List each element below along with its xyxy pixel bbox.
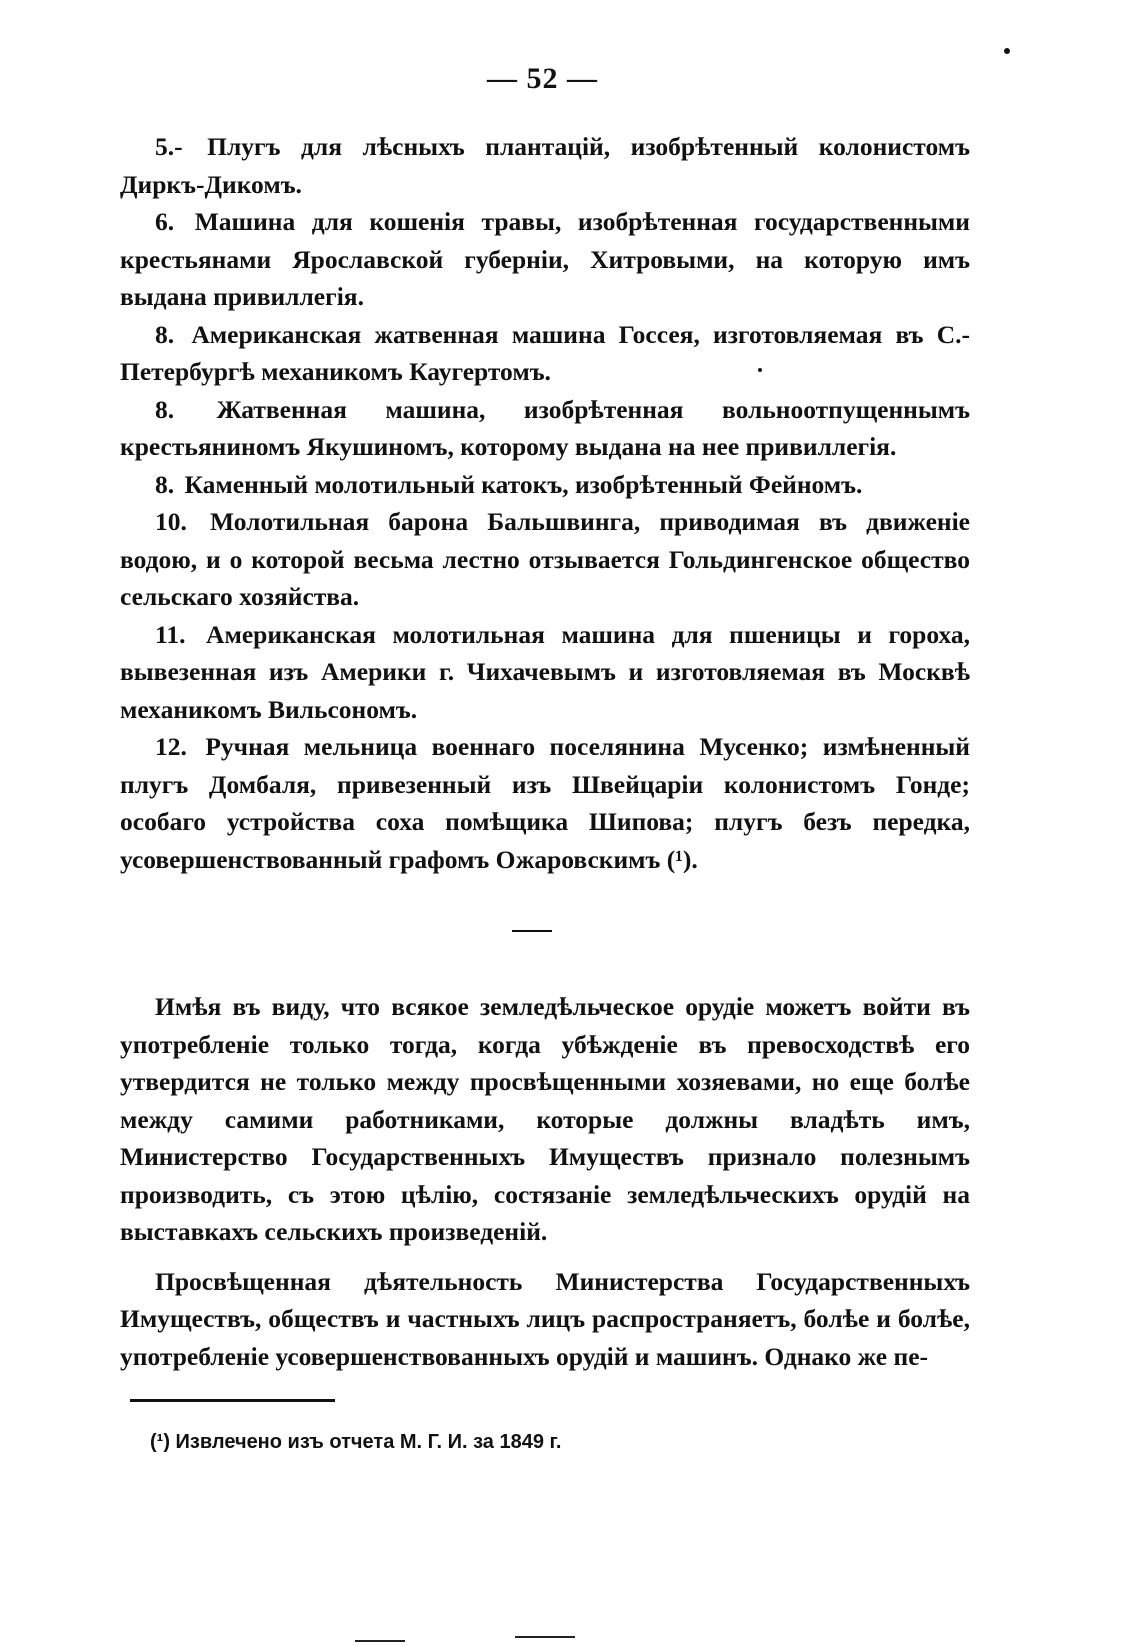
list-item-number: 12. xyxy=(155,732,187,761)
list-item xyxy=(120,391,970,466)
list-item xyxy=(120,728,970,878)
section-divider xyxy=(512,930,552,932)
list-item-text: Каменный молотильный катокъ, изобрѣтенный Фейномъ. xyxy=(184,469,863,499)
list-item-number: 6. xyxy=(155,207,175,236)
list-item-text: Плугъ для лѣсныхъ плантацій, изобрѣтенный колонистомъ Диркъ-Дикомъ. xyxy=(120,132,970,199)
list-item-text: Машина для кошенія травы, изобрѣтенная государственными крестьянами Ярославской губерніи, Хитровыми, на которую имъ выдана привиллегія. xyxy=(120,207,970,311)
list-item-number: 8. xyxy=(155,469,175,499)
implements-list xyxy=(120,128,970,878)
list-item-number: 5.- xyxy=(155,132,183,161)
list-item-text: Американская молотильная машина для пшеницы и гороха, вывезенная изъ Америки г. Чихачевымъ и изготовляемая въ Москвѣ механикомъ Вильсономъ. xyxy=(120,619,971,724)
body-paragraph: Имѣя въ виду, что всякое земледѣльческое орудіе можетъ войти въ употребленіе только тогда, когда убѣжденіе въ превосходствѣ его утвердится не только между просвѣщенными хозяевами, но еще болѣе между самими работниками, которые должны владѣть имъ, Министерство Государственныхъ Имуществъ признало полезнымъ производить, съ этою цѣлію, состязаніе земледѣльческихъ орудій на выставкахъ сельскихъ произведеній. xyxy=(120,992,970,1246)
list-item-text: Молотильная барона Бальшвинга, приводимая въ движеніе водою, и о которой весьма лестно отзывается Гольдингенское общество сельскаго хозяйства. xyxy=(120,507,971,611)
list-item xyxy=(120,616,970,729)
list-item-number: 8. xyxy=(155,394,175,424)
list-item xyxy=(120,203,970,316)
list-item-number: 11. xyxy=(155,619,186,649)
body-text xyxy=(120,988,970,1387)
body-paragraph: Просвѣщенная дѣятельность Министерства Государственныхъ Имуществъ, обществъ и частныхъ лицъ распространяетъ, болѣе и болѣе, употребленіе усовершенствованныхъ орудій и машинъ. Однако же пе- xyxy=(120,1266,970,1371)
page-number: — 52 — xyxy=(487,62,598,95)
footnote-divider xyxy=(130,1399,335,1402)
bottom-scan-mark xyxy=(355,1640,405,1642)
list-item-number: 8. xyxy=(155,319,175,349)
footnote: (¹) Извлечено изъ отчета М. Г. И. за 1849 г. xyxy=(150,1431,562,1453)
list-item xyxy=(120,466,970,504)
list-item-text: Ручная мельница военнаго поселянина Мусенко; измѣненный плугъ Домбаля, привезенный изъ Швейцаріи колонистомъ Гонде; особаго устройства соха помѣщика Шипова; плугъ безъ передка, усовершенствованный графомъ Ожаровскимъ (¹). xyxy=(120,732,971,874)
list-item-number: 10. xyxy=(155,507,187,536)
list-item xyxy=(120,503,970,616)
bottom-scan-mark xyxy=(515,1636,575,1638)
list-item-text: Американская жатвенная машина Госсея, изготовляемая въ С.-Петербургѣ механикомъ Каугертомъ. xyxy=(120,319,970,386)
list-item-text: Жатвенная машина, изобрѣтенная вольноотпущеннымъ крестьяниномъ Якушиномъ, которому выдана на нее привиллегія. xyxy=(120,394,970,461)
list-item xyxy=(120,128,970,203)
list-item xyxy=(120,316,970,391)
corner-dot-mark xyxy=(1004,48,1010,54)
